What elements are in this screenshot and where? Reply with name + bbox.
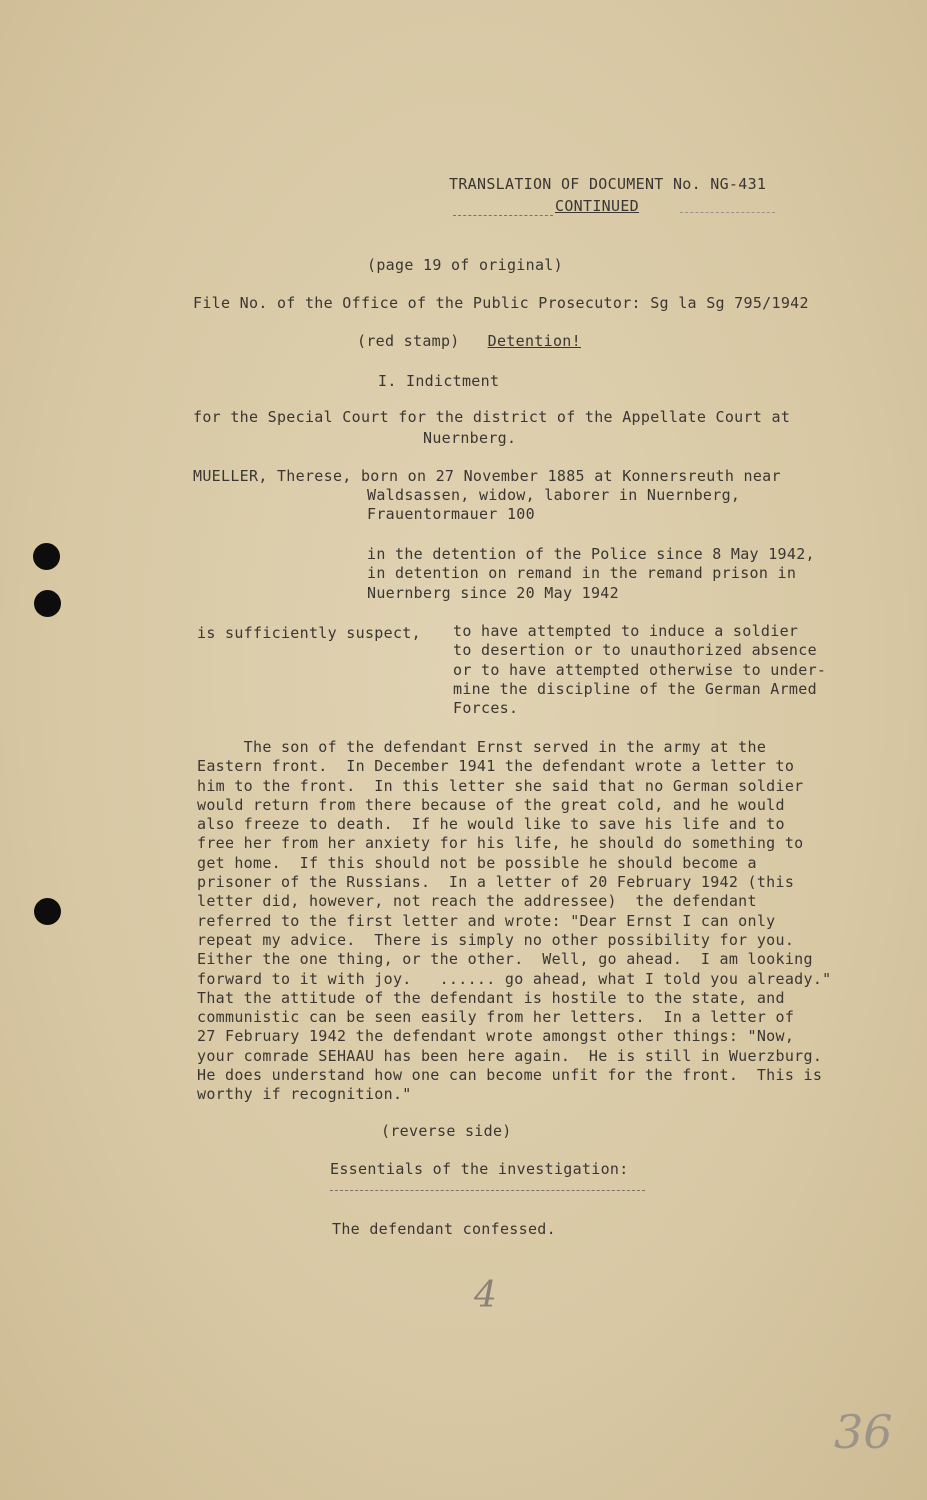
essentials-heading: Essentials of the investigation: xyxy=(330,1160,629,1178)
reverse-side-note: (reverse side) xyxy=(381,1122,512,1140)
punch-hole xyxy=(34,898,61,925)
red-stamp-line xyxy=(357,332,581,351)
punch-hole xyxy=(34,590,61,617)
suspect-text: to have attempted to induce a soldier to desertion or to unauthorized absence or to have attempted otherwise to under- mine the discipline of the German Armed Forces. xyxy=(453,622,827,718)
court-line-2: Nuernberg. xyxy=(423,429,517,447)
file-number: File No. of the Office of the Public Prosecutor: Sg la Sg 795/1942 xyxy=(193,294,809,312)
defendant-details: Waldsassen, widow, laborer in Nuernberg, Frauentormauer 100 xyxy=(367,486,741,524)
punch-hole xyxy=(33,543,60,570)
header-title: TRANSLATION OF DOCUMENT No. NG-431 xyxy=(449,175,767,193)
header-dash-rule xyxy=(453,215,553,216)
suspect-label: is sufficiently suspect, xyxy=(197,624,421,642)
stamp-prefix: (red stamp) xyxy=(357,332,460,350)
page-of-original: (page 19 of original) xyxy=(367,256,563,274)
archive-number: 36 xyxy=(834,1405,893,1459)
handwritten-page-number: 4 xyxy=(474,1275,497,1316)
header-dash-rule-right xyxy=(680,212,775,213)
court-line-1: for the Special Court for the district of the Appellate Court at xyxy=(193,408,791,426)
confessed-line: The defendant confessed. xyxy=(332,1220,556,1238)
defendant-detention: in the detention of the Police since 8 May 1942, in detention on remand in the remand prison in Nuernberg since 20 May 1942 xyxy=(367,545,815,602)
header-continued: CONTINUED xyxy=(555,197,639,215)
defendant-name-line: MUELLER, Therese, born on 27 November 1885 at Konnersreuth near xyxy=(193,467,781,485)
body-paragraph: The son of the defendant Ernst served in the army at the Eastern front. In December 1941 the defendant wrote a letter to him to the front. In this letter she said that no German soldier would return from there because of the great cold, and he would also freeze to death. If he would like to save his life and to free her from her anxiety for his life, he should do something to get home. If this should not be possible he should become a prisoner of the Russians. In a letter of 20 February 1942 (this letter did, however, not reach the addressee) the defendant referred to the first letter and wrote: "Dear Ernst I can only repeat my advice. There is simply no other possibility for you. Either the one thing, or the other. Well, go ahead. I am looking forward to it with joy. ...... go ahead, what I told you already." That the attitude of the defendant is hostile to the state, and communistic can be seen easily from her letters. In a letter of 27 February 1942 the defendant wrote amongst other things: "Now, your comrade SEHAAU has been here again. He is still in Wuerzburg. He does understand how one can become unfit for the front. This is worthy if recognition." xyxy=(197,738,832,1104)
indictment-title: I. Indictment xyxy=(378,372,500,390)
stamp-word: Detention! xyxy=(487,332,581,350)
essentials-rule xyxy=(330,1190,645,1191)
